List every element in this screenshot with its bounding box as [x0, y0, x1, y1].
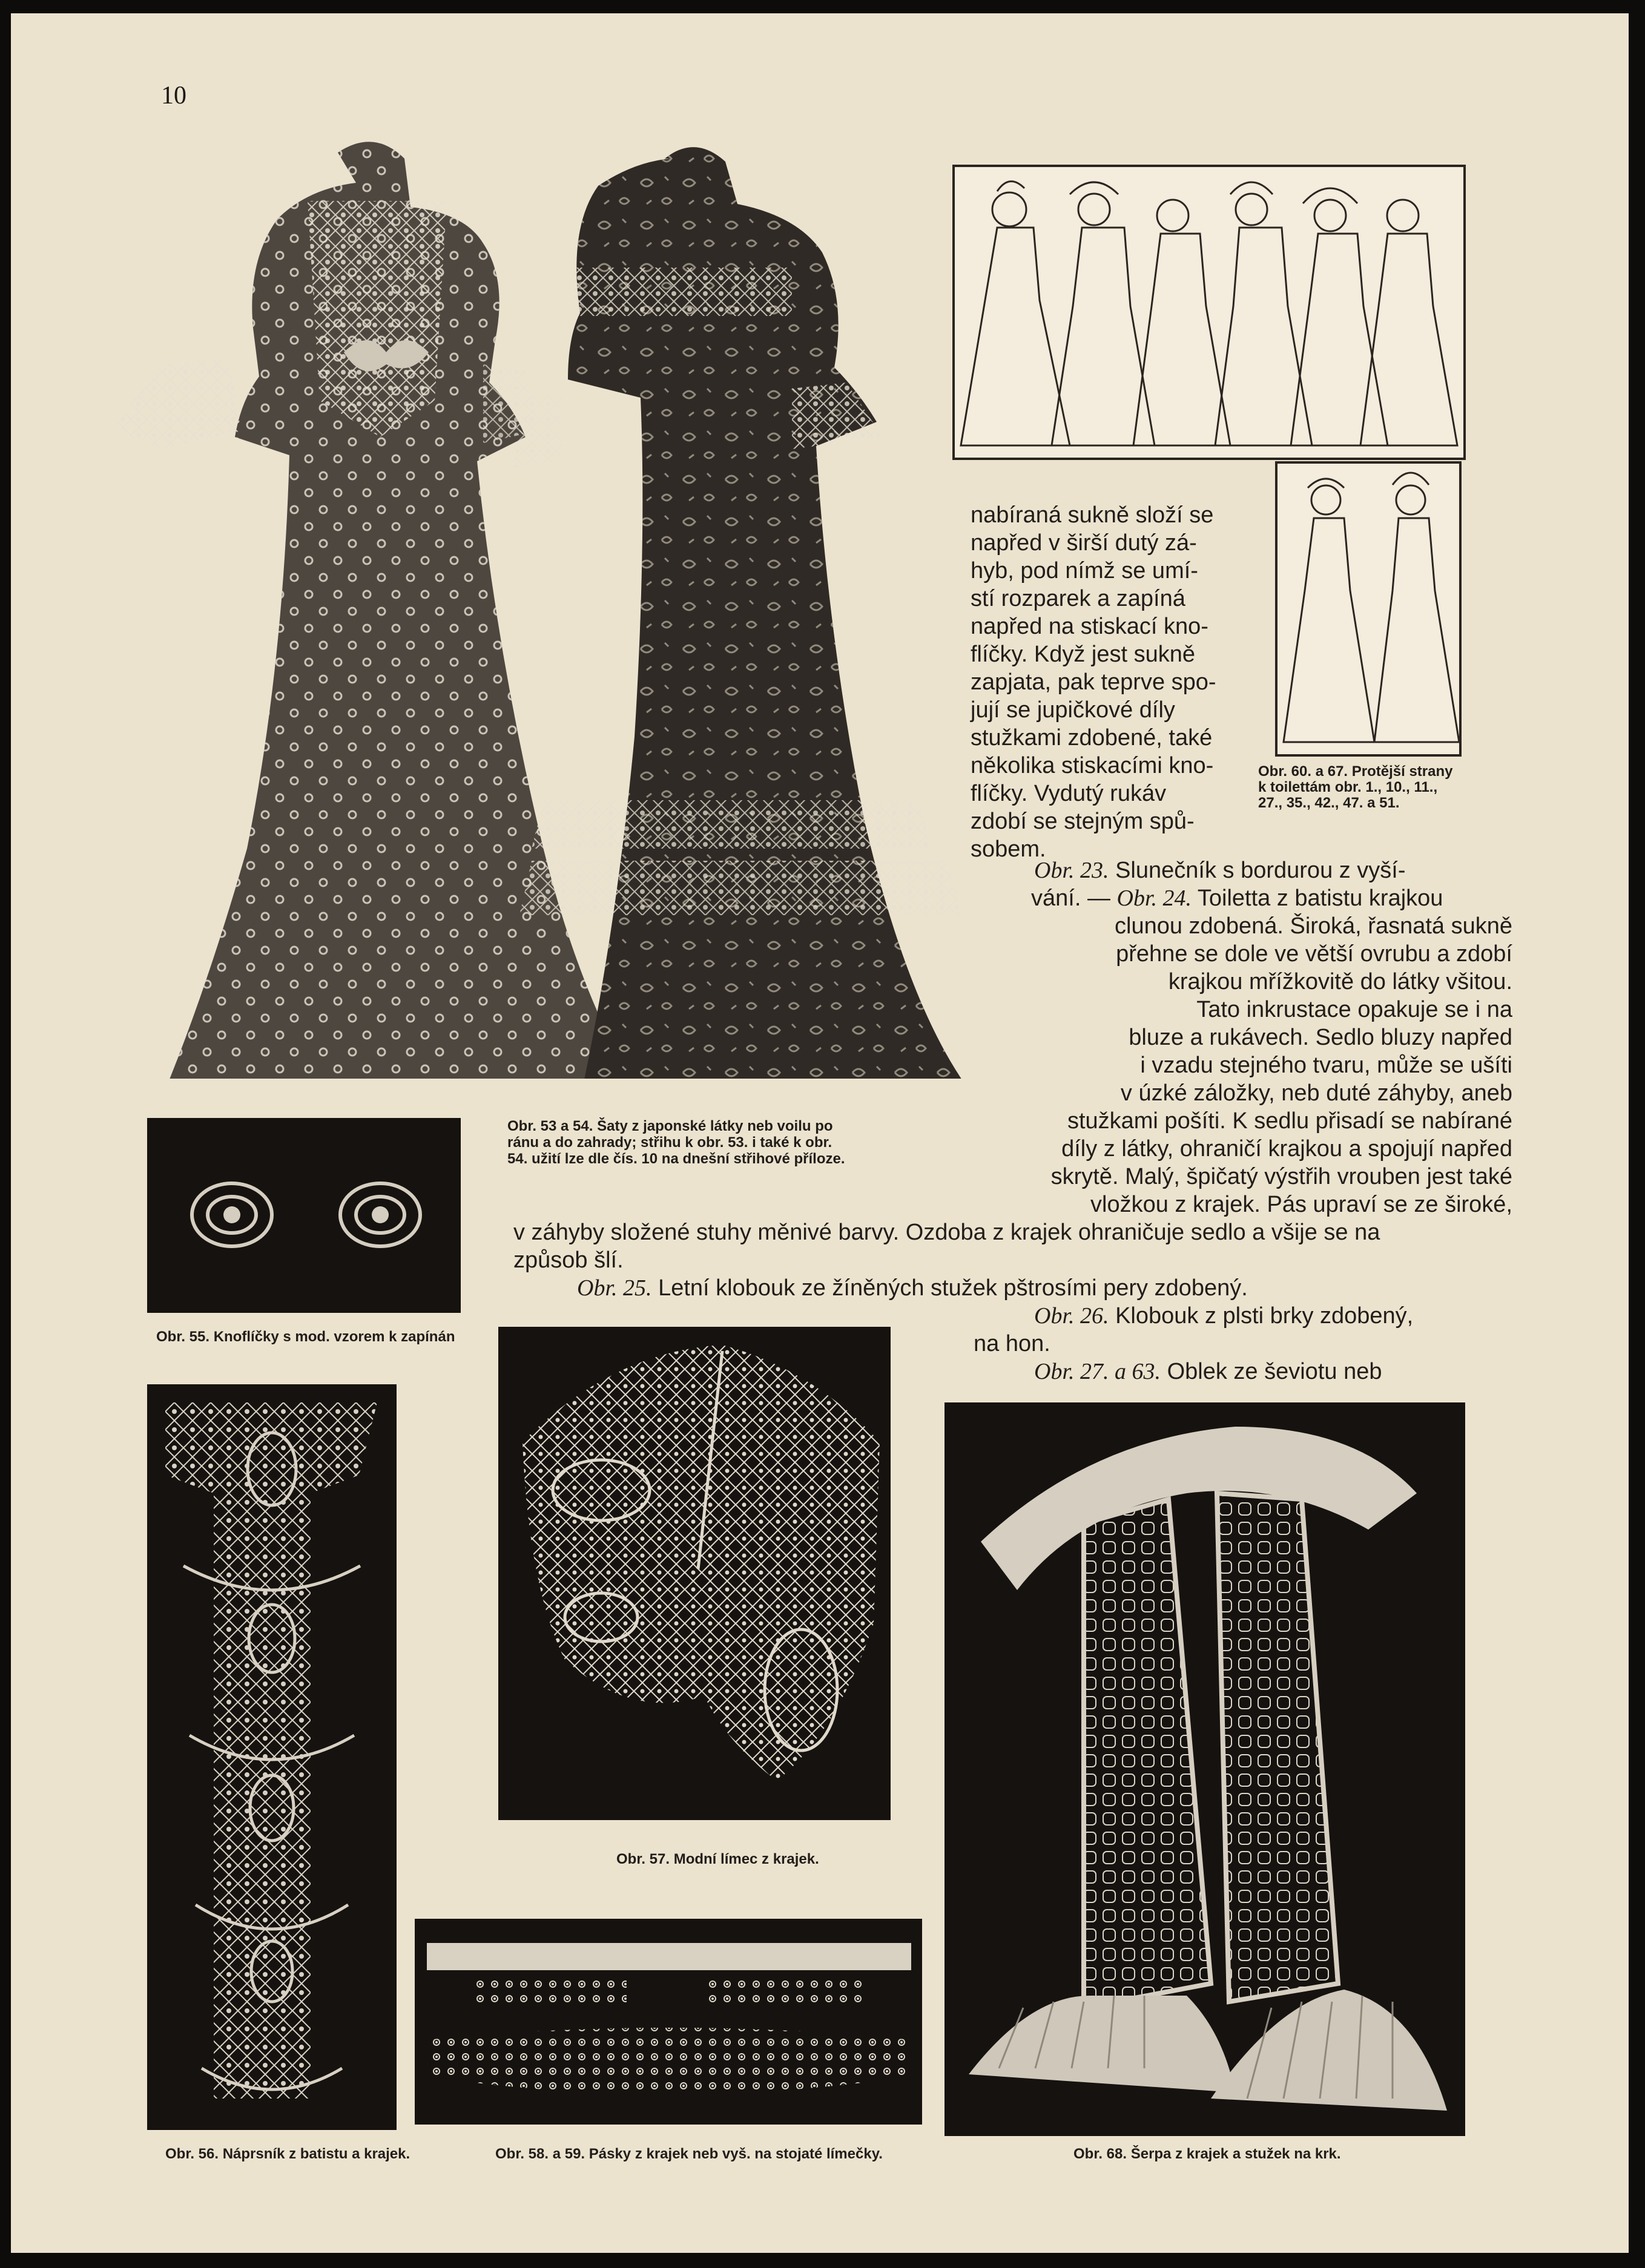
photo-lace-bands [415, 1919, 922, 2125]
caption-obr-57: Obr. 57. Modní límec z krajek. [616, 1851, 819, 1867]
dresses-illustration [84, 128, 980, 1079]
photo-scarf [944, 1402, 1465, 2136]
text-obr-24: Toiletta z batistu krajkou [1192, 886, 1443, 911]
sketch-figures-small [1275, 461, 1462, 757]
ref-obr-23: Obr. 23. [1034, 858, 1109, 883]
sketch-figures-top [952, 165, 1466, 460]
text-line-obr25 [577, 1274, 1248, 1302]
text-full-line-1: v záhyby složené stuhy měnivé barvy. Ozdoba z krajek ohraničuje sedlo a všije se na [513, 1220, 1380, 1245]
text-line-obr27 [1034, 1358, 1382, 1385]
ref-obr-25: Obr. 25. [577, 1275, 652, 1301]
ref-obr-26: Obr. 26. [1034, 1303, 1109, 1329]
page-number: 10 [161, 82, 186, 110]
text-line-obr24 [1031, 884, 1509, 912]
text-block-b: clunou zdobená. Široká, řasnatá sukně přehne se dole ve větší ovrubu a zdobí krajkou mřížkovitě do látky všitou. Tato inkrustace opakuje se i na bluze a rukávech. Sedlo bluzy napřed i vzadu stejného tvaru, může se ušíti v úzké záložky, neb duté záhyby, aneb stužkami pošíti. K sedlu přisadí se nabírané díly z látky, ohraničí krajkou a spojují napřed skrytě. Malý, špičatý výstřih vrouben jest také vložkou z krajek. Pás upraví se ze široké, [1050, 913, 1512, 1217]
photo-lace-collar [498, 1327, 891, 1820]
photo-buttons [147, 1118, 461, 1313]
narrow-column-text: nabíraná sukně složí se napřed v širší dutý zá- hyb, pod nímž se umí- stí rozparek a zapíná napřed na stiskací kno- flíčky. Když jest sukně zapjata, pak teprve spo- jují se jupičkové díly stužkami zdobené, také několika stiskacími kno- flíčky. Vydutý rukáv zdobí se stejným spů- sobem. [971, 502, 1216, 862]
ref-obr-24: Obr. 24. [1116, 886, 1192, 911]
caption-obr-55: Obr. 55. Knoflíčky s mod. vzorem k zapínán [156, 1329, 455, 1345]
text-obr-27: Oblek ze ševiotu neb [1161, 1359, 1382, 1384]
caption-obr-53-54: Obr. 53 a 54. Šaty z japonské látky neb voilu po ránu a do zahrady; střihu k obr. 53. i také k obr. 54. užití lze dle čís. 10 na dnešní střihové příloze. [507, 1118, 845, 1167]
caption-obr-56: Obr. 56. Náprsník z batistu a krajek. [165, 2146, 410, 2162]
text-line-na-hon: na hon. [974, 1331, 1050, 1356]
caption-obr-60-67: Obr. 60. a 67. Protější strany k toilettám obr. 1., 10., 11., 27., 35., 42., 47. a 51. [1258, 763, 1453, 811]
text-full-line-2: způsob šlí. [513, 1247, 624, 1273]
photo-jabot [147, 1384, 397, 2130]
text-obr-23: Slunečník s bordurou z vyší- [1109, 858, 1406, 883]
magazine-page [11, 13, 1629, 2253]
ref-obr-27-63: Obr. 27. a 63. [1034, 1359, 1161, 1384]
text-obr-25: Letní klobouk ze žíněných stužek pštrosími pery zdobený. [651, 1275, 1248, 1301]
text-obr-26: Klobouk z plsti brky zdobený, [1109, 1303, 1414, 1329]
text-line-obr23 [1034, 856, 1506, 884]
caption-obr-68: Obr. 68. Šerpa z krajek a stužek na krk. [1073, 2146, 1341, 2162]
caption-obr-58-59: Obr. 58. a 59. Pásky z krajek neb vyš. na stojaté límečky. [495, 2146, 883, 2162]
text-line-obr26 [1034, 1302, 1413, 1330]
text-vani: vání. — [1031, 886, 1117, 911]
